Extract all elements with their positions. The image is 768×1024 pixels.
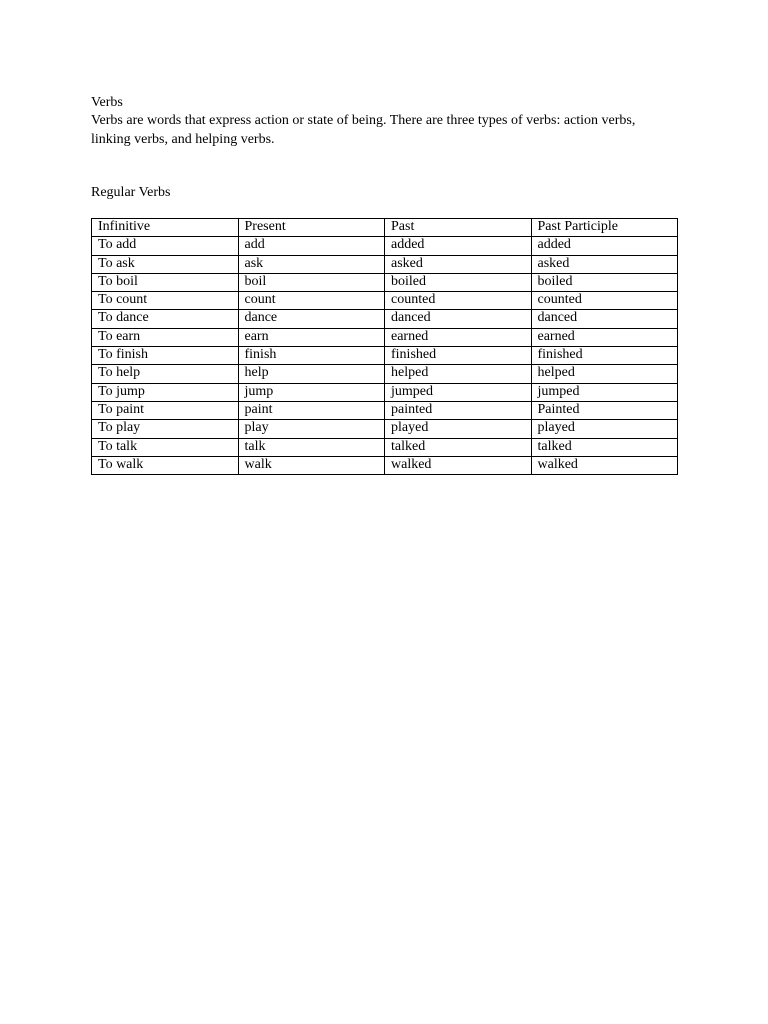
cell-present: jump <box>238 383 385 401</box>
table-row <box>92 255 678 273</box>
cell-infinitive: To boil <box>92 273 239 291</box>
table-row <box>92 420 678 438</box>
cell-present: dance <box>238 310 385 328</box>
cell-past: helped <box>385 365 532 383</box>
intro-paragraph: Verbs are words that express action or state of being. There are three types of verbs: action verbs, linking verbs, and helping verbs. <box>91 113 636 147</box>
cell-past: counted <box>385 292 532 310</box>
table-row <box>92 292 678 310</box>
cell-past: finished <box>385 347 532 365</box>
cell-past-participle: added <box>531 237 678 255</box>
cell-past: jumped <box>385 383 532 401</box>
cell-past-participle: counted <box>531 292 678 310</box>
table-row <box>92 273 678 291</box>
cell-present: add <box>238 237 385 255</box>
cell-infinitive: To play <box>92 420 239 438</box>
cell-infinitive: To talk <box>92 438 239 456</box>
cell-present: finish <box>238 347 385 365</box>
cell-infinitive: To count <box>92 292 239 310</box>
cell-present: walk <box>238 456 385 474</box>
table-row <box>92 456 678 474</box>
cell-infinitive: To earn <box>92 328 239 346</box>
table-row <box>92 310 678 328</box>
cell-past-participle: danced <box>531 310 678 328</box>
section-heading: Regular Verbs <box>91 185 171 200</box>
cell-past-participle: asked <box>531 255 678 273</box>
cell-present: count <box>238 292 385 310</box>
cell-past-participle: finished <box>531 347 678 365</box>
cell-past-participle: boiled <box>531 273 678 291</box>
cell-present: earn <box>238 328 385 346</box>
table-row <box>92 237 678 255</box>
cell-present: talk <box>238 438 385 456</box>
cell-past-participle: walked <box>531 456 678 474</box>
table-row <box>92 347 678 365</box>
cell-past-participle: played <box>531 420 678 438</box>
cell-past-participle: helped <box>531 365 678 383</box>
cell-past-participle: talked <box>531 438 678 456</box>
table-row <box>92 365 678 383</box>
cell-past: walked <box>385 456 532 474</box>
cell-present: play <box>238 420 385 438</box>
column-header-past-participle: Past Participle <box>531 219 678 237</box>
cell-present: ask <box>238 255 385 273</box>
cell-infinitive: To finish <box>92 347 239 365</box>
verbs-table <box>91 218 678 475</box>
cell-past: danced <box>385 310 532 328</box>
column-header-infinitive: Infinitive <box>92 219 239 237</box>
cell-present: boil <box>238 273 385 291</box>
cell-past: earned <box>385 328 532 346</box>
page-title: Verbs <box>91 95 123 110</box>
cell-infinitive: To add <box>92 237 239 255</box>
cell-infinitive: To help <box>92 365 239 383</box>
cell-past-participle: Painted <box>531 401 678 419</box>
table-row <box>92 438 678 456</box>
document-page <box>91 94 681 472</box>
cell-past: asked <box>385 255 532 273</box>
cell-past: talked <box>385 438 532 456</box>
cell-infinitive: To paint <box>92 401 239 419</box>
table-row <box>92 328 678 346</box>
cell-past: added <box>385 237 532 255</box>
cell-infinitive: To jump <box>92 383 239 401</box>
table-header-row <box>92 219 678 237</box>
table-row <box>92 383 678 401</box>
cell-past: played <box>385 420 532 438</box>
cell-past-participle: earned <box>531 328 678 346</box>
cell-infinitive: To dance <box>92 310 239 328</box>
column-header-present: Present <box>238 219 385 237</box>
cell-past: painted <box>385 401 532 419</box>
cell-past-participle: jumped <box>531 383 678 401</box>
cell-infinitive: To walk <box>92 456 239 474</box>
cell-infinitive: To ask <box>92 255 239 273</box>
table-row <box>92 401 678 419</box>
column-header-past: Past <box>385 219 532 237</box>
cell-past: boiled <box>385 273 532 291</box>
cell-present: help <box>238 365 385 383</box>
cell-present: paint <box>238 401 385 419</box>
